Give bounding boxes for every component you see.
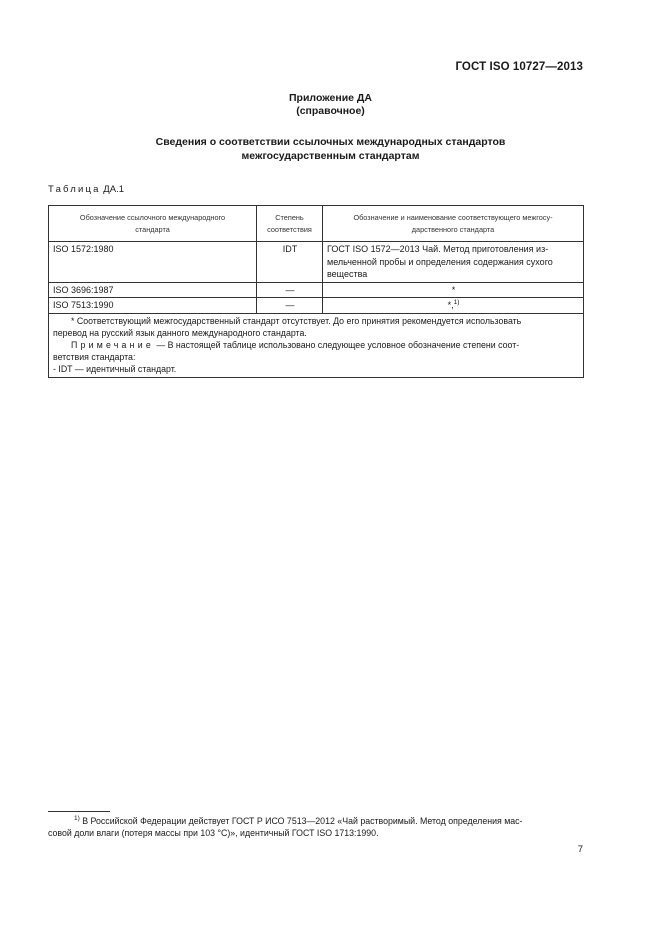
cell-degree: — [257,282,323,298]
cell-reference: ISO 1572:1980 [49,242,257,283]
note-word: Примечание [71,339,154,350]
table-caption-number: ДА.1 [103,184,124,195]
document-code-header: ГОСТ ISO 10727—2013 [455,61,583,73]
page-number: 7 [577,844,583,855]
section-title [0,136,661,163]
table-caption [48,184,124,195]
table-header-row [49,206,584,242]
table-footnote-cell [49,313,584,377]
table-footnote-line1 [53,315,580,327]
header-interstate-standard [323,206,584,242]
table-note-line2: ветствия стандарта: [53,352,136,363]
page-footnote-line1 [48,815,583,827]
annex-heading [0,92,661,118]
footnote-reference-marker: 1) [453,299,460,306]
page-footnote-line2: совой доли влаги (потеря массы при 103 °С)», идентичный ГОСТ ISO 1713:1990. [48,828,379,839]
cell-standard: * [323,282,584,298]
cell-reference: ISO 3696:1987 [49,282,257,298]
table-footnote-line2: перевод на русский язык данного международного стандарта. [53,327,307,338]
cell-reference: ISO 7513:1990 [49,298,257,314]
cell-degree: IDT [257,242,323,283]
header-col3-line1: Обозначение и наименование соответствующего межгосу- [353,212,553,222]
header-col3-line2: дарственного стандарта [411,224,495,234]
cell-degree: — [257,298,323,314]
header-degree [257,206,323,242]
cell-standard-line3: вещества [327,269,368,279]
footnote-separator [48,811,110,812]
cell-standard-mark: *, [447,300,454,310]
section-title-line2: межгосударственным стандартам [241,149,420,162]
table-row [49,282,584,298]
table-caption-word: Таблица [48,184,101,195]
cell-standard [323,242,584,283]
header-reference-standard [49,206,257,242]
page-footnote [48,815,583,839]
header-col1-line1: Обозначение ссылочного международного [79,212,226,222]
page-footnote-marker: 1) [74,815,80,823]
header-col2-line2: соответствия [267,224,312,234]
cell-standard-line1: ГОСТ ISO 1572—2013 Чай. Метод приготовления из- [327,244,549,254]
cell-standard [323,298,584,314]
table-row [49,242,584,283]
note-text: — В настоящей таблице использовано следующее условное обозначение степени соот- [153,339,520,350]
table-note-line3: - IDT — идентичный стандарт. [53,364,177,375]
annex-title: Приложение ДА [289,92,372,104]
table-row [49,298,584,314]
table-note-line1 [53,339,580,351]
reference-standards-table [48,205,584,378]
annex-subtitle: (справочное) [296,105,365,117]
section-title-line1: Сведения о соответствии ссылочных международных стандартов [155,136,506,148]
page-footnote-text1: В Российской Федерации действует ГОСТ Р ИСО 7513—2012 «Чай растворимый. Метод определения мас- [79,816,523,826]
cell-standard-line2: мельченной пробы и определения содержания сухого [327,256,553,267]
table-footnote-text1: * Соответствующий межгосударственный стандарт отсутствует. До его принятия рекомендуется использовать [71,315,522,326]
header-col2-line1: Степень [275,212,304,222]
table-footnote-row [49,313,584,377]
header-col1-line2: стандарта [135,224,170,234]
